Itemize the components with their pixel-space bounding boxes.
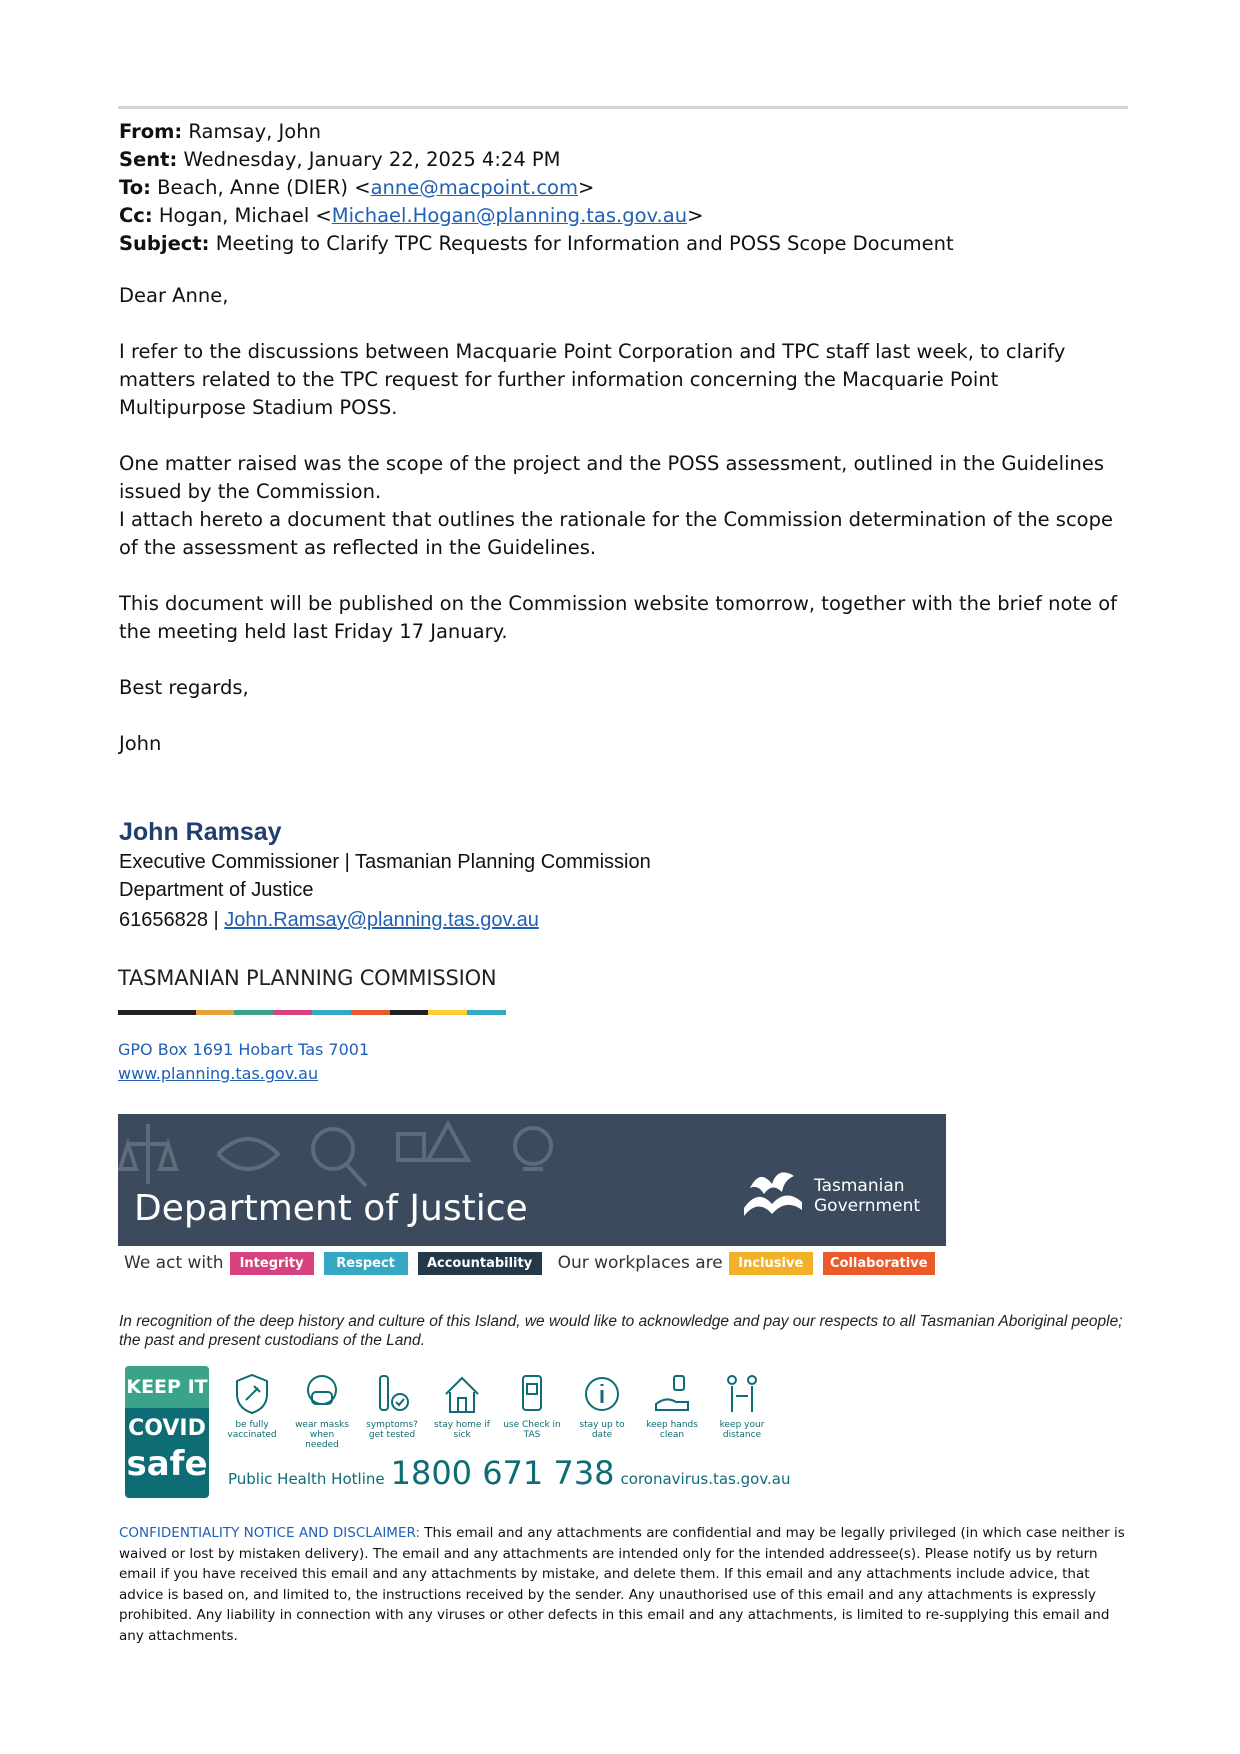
acknowledgement-of-country: In recognition of the deep history and culture of this Island, we would like to acknowledge and pay our respects to all Tasmanian Aboriginal people; the past and present custodians of the Land. <box>119 1313 1123 1349</box>
signature-email-link[interactable]: John.Ramsay@planning.tas.gov.au <box>224 909 539 931</box>
gov-line-2: Government <box>814 1196 921 1216</box>
to-email-link[interactable]: anne@macpoint.com <box>370 176 578 199</box>
house-icon <box>442 1372 482 1416</box>
subject-value: Meeting to Clarify TPC Requests for Information and POSS Scope Document <box>215 232 954 255</box>
covid-item-label: be fully vaccinated <box>227 1420 277 1440</box>
covid-item-distance <box>712 1372 772 1440</box>
covid-item-up-to-date <box>572 1372 632 1440</box>
website-link[interactable]: www.planning.tas.gov.au <box>118 1064 319 1083</box>
tpc-logo: TASMANIAN PLANNING COMMISSION <box>118 966 497 990</box>
email-header <box>119 118 1129 258</box>
sent-label: Sent: <box>119 148 178 171</box>
we-act-with-label: We act with <box>124 1253 224 1273</box>
covid-safe-banner <box>118 1366 818 1502</box>
keep-it-text: KEEP IT <box>125 1366 209 1408</box>
covid-item-masks <box>292 1372 352 1450</box>
paragraph-2b: I attach hereto a document that outlines the rationale for the Commission determination of the scope of the assessment as reflected in the Guidelines. <box>119 508 1113 559</box>
tpc-bar-segment <box>118 1010 157 1015</box>
hotline-label: Public Health Hotline <box>228 1470 385 1488</box>
paragraph-2a: One matter raised was the scope of the project and the POSS assessment, outlined in the Guidelines issued by the Commission. <box>119 452 1104 503</box>
covid-item-check-in <box>502 1372 562 1440</box>
info-icon <box>582 1372 622 1416</box>
covid-item-stay-home <box>432 1372 492 1440</box>
cc-email-link[interactable]: Michael.Hogan@planning.tas.gov.au <box>331 204 688 227</box>
sent-row <box>119 146 1129 174</box>
to-bracket: > <box>578 176 595 199</box>
hotline-number: 1800 671 738 <box>390 1454 615 1492</box>
tpc-bar-segment <box>390 1010 429 1015</box>
covid-item-hands-clean <box>642 1372 702 1440</box>
paragraph-3: This document will be published on the Commission website tomorrow, together with the brief note of the meeting held last Friday 17 January. <box>119 592 1118 643</box>
keep-it-covid-safe-badge <box>125 1366 209 1498</box>
shield-syringe-icon <box>232 1372 272 1416</box>
cc-row <box>119 202 1129 230</box>
tpc-bar-segment <box>273 1010 312 1015</box>
value-tag-integrity: Integrity <box>230 1252 314 1275</box>
signature-name: John Ramsay <box>119 818 282 846</box>
signature-title: Executive Commissioner | Tasmanian Planning Commission <box>119 851 651 873</box>
thylacine-logo-icon <box>738 1158 808 1228</box>
value-tag-respect: Respect <box>324 1252 408 1275</box>
cc-label: Cc: <box>119 204 153 227</box>
sent-value: Wednesday, January 22, 2025 4:24 PM <box>183 148 561 171</box>
confidentiality-disclaimer <box>119 1523 1131 1646</box>
decorative-icons <box>118 1114 558 1194</box>
to-label: To: <box>119 176 151 199</box>
paragraph-1: I refer to the discussions between Macquarie Point Corporation and TPC staff last week, to clarify matters related to the TPC request for further information concerning the Macquarie Point Multipurpose Stadium POSS. <box>119 340 1066 419</box>
subject-row <box>119 230 1129 258</box>
covid-item-label: stay up to date <box>579 1420 625 1440</box>
value-tag-inclusive: Inclusive <box>729 1252 813 1275</box>
phone-qr-icon <box>512 1372 552 1416</box>
to-name: Beach, Anne (DIER) < <box>157 176 371 199</box>
subject-label: Subject: <box>119 232 210 255</box>
cc-name: Hogan, Michael < <box>158 204 332 227</box>
signature-phone: 61656828 | <box>119 909 225 931</box>
tpc-bar-segment <box>351 1010 390 1015</box>
hand-wash-icon <box>652 1372 692 1416</box>
public-health-hotline <box>228 1454 791 1492</box>
tpc-logo-bar <box>118 1010 506 1015</box>
signoff: John <box>119 732 162 755</box>
signature-contact <box>119 909 539 932</box>
from-value: Ramsay, John <box>188 120 321 143</box>
to-row <box>119 174 1129 202</box>
workplaces-are-label: Our workplaces are <box>557 1253 723 1273</box>
gov-line-1: Tasmanian <box>814 1176 905 1196</box>
tpc-bar-segment <box>428 1010 467 1015</box>
covid-item-label: keep your distance <box>719 1420 765 1440</box>
safe-text: safe <box>126 1444 208 1484</box>
covid-item-label: wear masks when needed <box>295 1420 349 1450</box>
tpc-bar-segment <box>312 1010 351 1015</box>
covid-item-label: use Check in TAS <box>503 1420 561 1440</box>
covid-text: COVID <box>128 1416 206 1441</box>
salutation: Dear Anne, <box>119 284 229 307</box>
covid-item-label: keep hands clean <box>646 1420 698 1440</box>
mask-icon <box>302 1372 342 1416</box>
covid-item-label: stay home if sick <box>434 1420 490 1440</box>
from-label: From: <box>119 120 183 143</box>
value-tag-collaborative: Collaborative <box>823 1252 935 1275</box>
department-banner <box>118 1114 946 1246</box>
header-divider <box>118 106 1128 109</box>
disclaimer-heading: CONFIDENTIALITY NOTICE AND DISCLAIMER: <box>119 1525 421 1541</box>
cc-bracket: > <box>687 204 704 227</box>
value-tag-accountability: Accountability <box>418 1252 542 1275</box>
website-row <box>118 1064 318 1083</box>
closing: Best regards, <box>119 676 249 699</box>
covid-item-tested <box>362 1372 422 1440</box>
coronavirus-website: coronavirus.tas.gov.au <box>620 1470 791 1488</box>
postal-address: GPO Box 1691 Hobart Tas 7001 <box>118 1040 370 1059</box>
tasmanian-government-logo <box>738 1158 928 1228</box>
disclaimer-text: This email and any attachments are confidential and may be legally privileged (in which case neither is waived or lost by mistaken delivery). The email and any attachments are intended only for the intended addressee(s). Please notify us by return email if you have received this email and any attachments by mistake, and delete them. If this email and any attachments include advice, that advice is based on, and limited to, the instructions received by the sender. Any unauthorised use of this email and any attachments is expressly prohibited. Any liability in connection with any viruses or other defects in this email and any attachments, is limited to re-supplying this email and any attachments. <box>119 1525 1125 1644</box>
tpc-bar-segment <box>467 1010 506 1015</box>
signature-department: Department of Justice <box>119 879 314 901</box>
distance-icon <box>722 1372 762 1416</box>
tpc-bar-segment <box>234 1010 273 1015</box>
from-row <box>119 118 1129 146</box>
covid-item-vaccinated <box>222 1372 282 1440</box>
banner-title: Department of Justice <box>134 1188 528 1229</box>
test-tube-icon <box>372 1372 412 1416</box>
covid-item-label: symptoms? get tested <box>366 1420 418 1440</box>
tpc-bar-segment <box>157 1010 196 1015</box>
tpc-bar-segment <box>196 1010 235 1015</box>
values-strip <box>118 1250 946 1276</box>
